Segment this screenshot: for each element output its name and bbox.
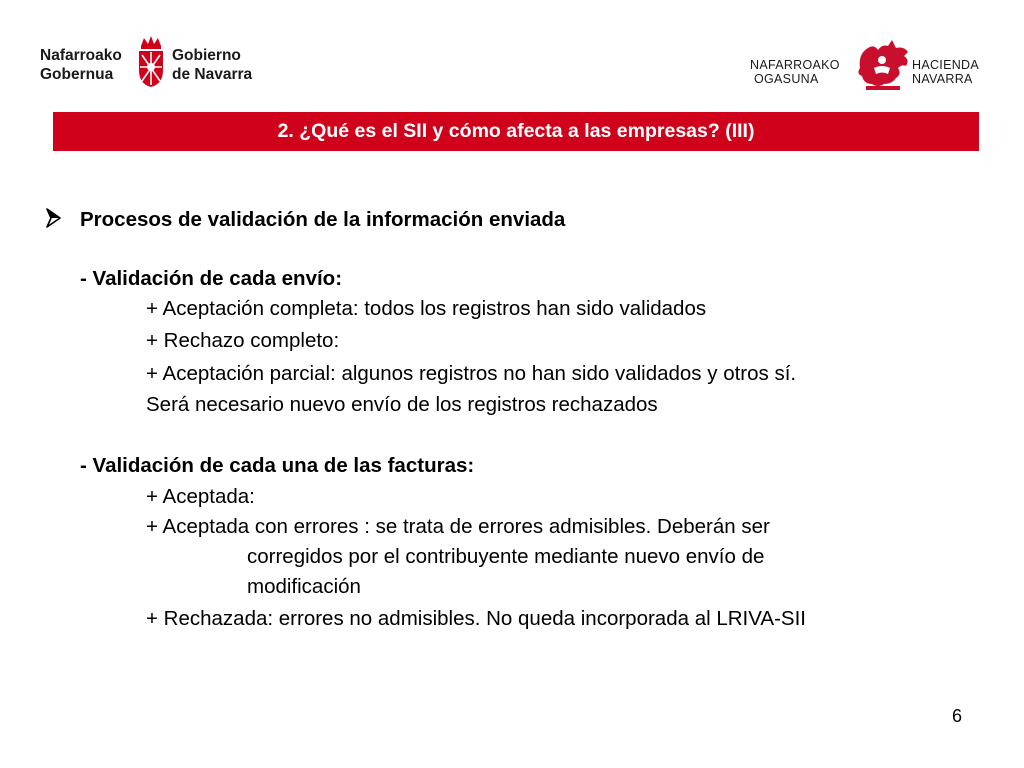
logo-right-line2: OGASUNA bbox=[754, 72, 819, 86]
section2-item: corregidos por el contribuyente mediante nuevo envío de bbox=[247, 545, 765, 568]
slide-title: 2. ¿Qué es el SII y cómo afecta a las empresas? (III) bbox=[277, 120, 755, 142]
section2-item: + Aceptada con errores : se trata de errores admisibles. Deberán ser bbox=[146, 515, 770, 538]
section1-item: + Rechazo completo: bbox=[146, 329, 340, 352]
section2-item: modificación bbox=[247, 575, 361, 598]
logo-left-line2: Gobernua bbox=[40, 66, 114, 83]
logo-left-line1: Nafarroako bbox=[40, 47, 122, 64]
section1-title: - Validación de cada envío: bbox=[80, 267, 343, 290]
section-heading: Procesos de validación de la información enviada bbox=[80, 208, 566, 231]
section1-item: + Aceptación completa: todos los registros han sido validados bbox=[146, 297, 707, 320]
logo-right-line3: HACIENDA bbox=[912, 58, 979, 72]
section2-item: + Aceptada: bbox=[146, 485, 255, 508]
section1-item: Será necesario nuevo envío de los registros rechazados bbox=[146, 393, 658, 416]
logo-right-line1: NAFARROAKO bbox=[750, 58, 840, 72]
logo-left-line3: Gobierno bbox=[172, 47, 241, 64]
section2-title: - Validación de cada una de las facturas: bbox=[80, 454, 475, 477]
arrow-bullet-icon bbox=[44, 206, 64, 230]
page-number: 6 bbox=[952, 706, 963, 726]
logo-right-line4: NAVARRA bbox=[912, 72, 973, 86]
logo-left-line4: de Navarra bbox=[172, 66, 253, 83]
section2-item: + Rechazada: errores no admisibles. No queda incorporada al LRIVA-SII bbox=[146, 607, 806, 630]
section1-item: + Aceptación parcial: algunos registros no han sido validados y otros sí. bbox=[146, 362, 797, 385]
